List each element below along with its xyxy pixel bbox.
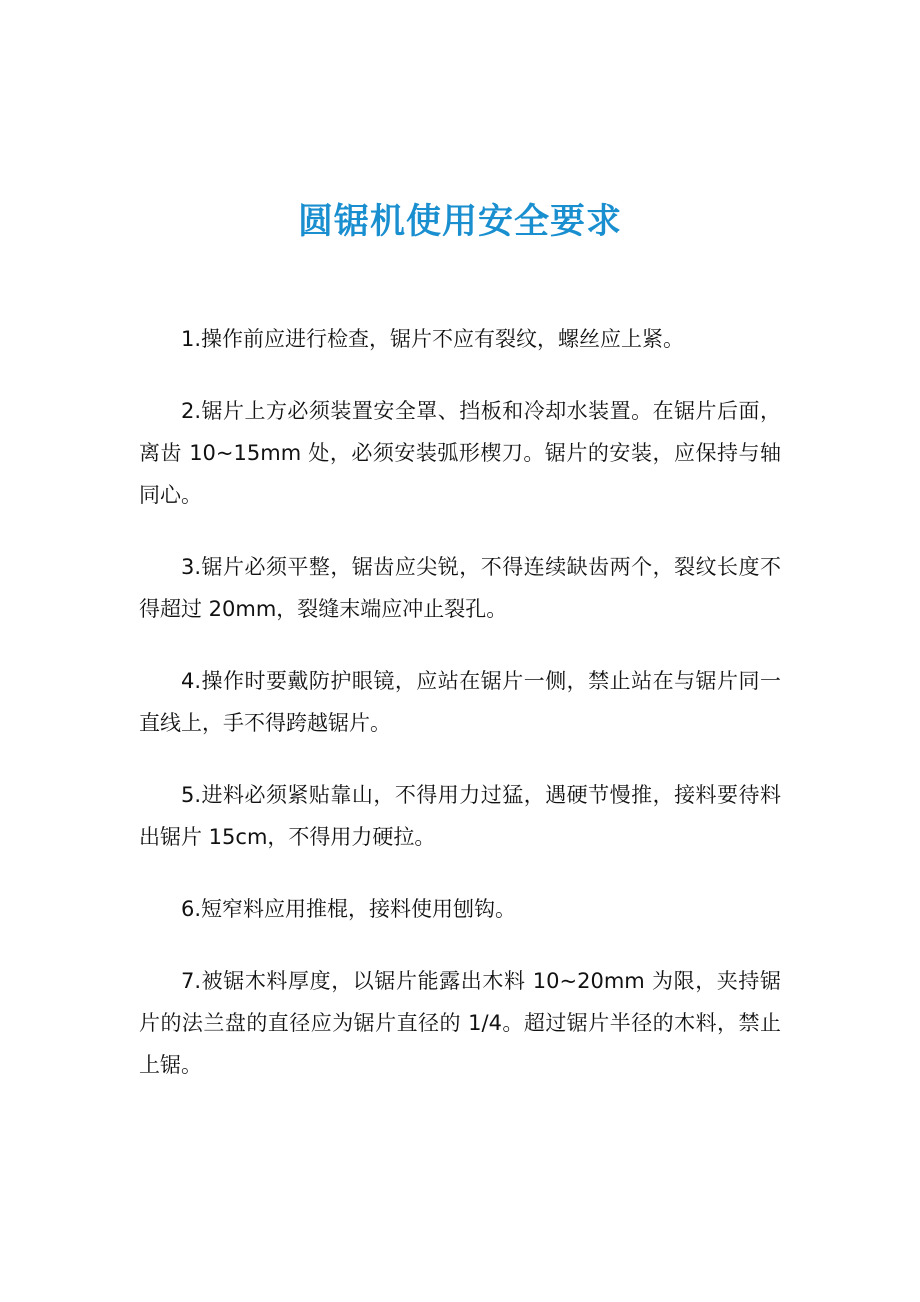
paragraph-6: 6.短窄料应用推棍，接料使用刨钩。 xyxy=(181,897,517,921)
paragraph-5: 5.进料必须紧贴靠山，不得用力过猛，遇硬节慢推，接料要待料出锯片 15cm，不得用力硬拉。 xyxy=(139,783,781,849)
paragraph-3: 3.锯片必须平整，锯齿应尖锐，不得连续缺齿两个，裂纹长度不得超过 20mm，裂缝末端应冲止裂孔。 xyxy=(139,555,781,621)
paragraph-4: 4.操作时要戴防护眼镜，应站在锯片一侧，禁止站在与锯片同一直线上，手不得跨越锯片。 xyxy=(139,669,781,735)
paragraph-7: 7.被锯木料厚度，以锯片能露出木料 10~20mm 为限，夹持锯片的法兰盘的直径应为锯片直径的 1/4。超过锯片半径的木料，禁止上锯。 xyxy=(139,969,781,1077)
paragraph-2: 2.锯片上方必须装置安全罩、挡板和冷却水装置。在锯片后面，离齿 10~15mm 处，必须安装弧形楔刀。锯片的安装，应保持与轴同心。 xyxy=(139,399,781,507)
paragraph-1: 1.操作前应进行检查，锯片不应有裂纹，螺丝应上紧。 xyxy=(181,327,685,351)
document-title: 圆锯机使用安全要求 xyxy=(297,202,622,242)
document-body xyxy=(139,318,781,1116)
